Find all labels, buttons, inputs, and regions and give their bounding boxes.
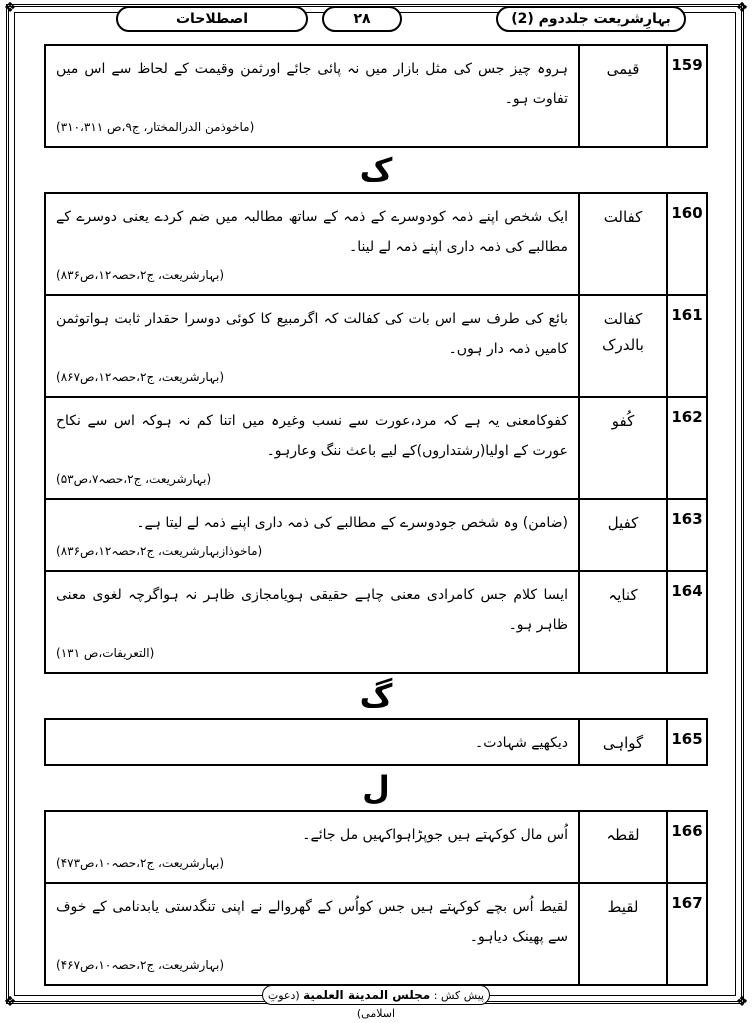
page-header xyxy=(0,2,752,34)
entry-term: کفالت xyxy=(579,193,667,295)
section-letter: ل xyxy=(362,769,390,807)
entry-definition-cell xyxy=(45,193,579,295)
entry-definition-cell xyxy=(45,811,579,883)
entry-number: 167 xyxy=(667,883,707,985)
glossary-table xyxy=(44,44,708,148)
glossary-content xyxy=(44,44,708,986)
table-row xyxy=(45,571,707,673)
footer-prefix: پیش کش : xyxy=(433,989,485,1002)
corner-ornament-icon: ❖ xyxy=(3,0,17,16)
entry-reference: (التعریفات،ص ۱۳۱) xyxy=(56,646,155,660)
entry-definition: کفوکامعنی یہ ہے کہ مرد،عورت سے نسب وغیرہ میں اتنا کم نہ ہوکہ اس سے نکاح عورت کے اولیا(رشتداروں)کے لیے باعث ننگ وعارہو۔ xyxy=(56,413,568,459)
table-row xyxy=(45,811,707,883)
entry-definition-cell xyxy=(45,571,579,673)
corner-ornament-icon: ❖ xyxy=(735,0,749,16)
entry-definition: ایک شخص اپنے ذمہ کودوسرے کے ذمہ کے ساتھ مطالبہ میں ضم کردے یعنی دوسرے کے مطالبے کی ذمہ داری اپنے ذمہ لے لینا۔ xyxy=(56,209,568,255)
entry-number: 160 xyxy=(667,193,707,295)
entry-number: 161 xyxy=(667,295,707,397)
entry-definition: ہروہ چیز جس کی مثل بازار میں نہ پائی جائے اورثمن وقیمت کے لحاظ سے اس میں تفاوت ہو۔ xyxy=(56,61,568,107)
table-row xyxy=(45,295,707,397)
corner-ornament-icon: ❖ xyxy=(735,994,749,1010)
table-row xyxy=(45,397,707,499)
entry-definition: دیکھیے شہادت۔ xyxy=(474,735,568,751)
entry-reference: (بہارشریعت، ج۲،حصہ۷،ص۵۳) xyxy=(56,472,212,486)
entry-term: گواہی xyxy=(579,719,667,765)
table-row xyxy=(45,883,707,985)
entry-definition-cell xyxy=(45,45,579,147)
entry-term: لقطہ xyxy=(579,811,667,883)
table-row xyxy=(45,719,707,765)
entry-term: کنایہ xyxy=(579,571,667,673)
entry-term: کفیل xyxy=(579,499,667,571)
publisher-footer xyxy=(262,985,490,1020)
entry-term: کفالت بالدرک xyxy=(579,295,667,397)
entry-number: 163 xyxy=(667,499,707,571)
entry-reference: (بہارشریعت، ج۲،حصہ۱۰،ص۴۶۷) xyxy=(56,958,225,972)
entry-term: قیمی xyxy=(579,45,667,147)
glossary-table xyxy=(44,718,708,766)
entry-term: کُفو xyxy=(579,397,667,499)
entry-reference: (ماخوذمن الدرالمختار، ج۹،ص ۳۱۰،۳۱۱) xyxy=(56,120,255,134)
entry-definition-cell xyxy=(45,397,579,499)
entry-term: لقیط xyxy=(579,883,667,985)
entry-definition-cell xyxy=(45,719,579,765)
entry-reference: (بہارشریعت، ج۲،حصہ۱۲،ص۸۶۷) xyxy=(56,370,225,384)
table-row xyxy=(45,45,707,147)
entry-number: 165 xyxy=(667,719,707,765)
entry-number: 159 xyxy=(667,45,707,147)
entry-definition: لقیط اُس بچے کوکہتے ہیں جس کواُس کے گھروالے نے اپنی تنگدستی یابدنامی کے خوف سے پھینک دیاہو۔ xyxy=(56,899,568,945)
table-row xyxy=(45,193,707,295)
entry-reference: (بہارشریعت، ج۲،حصہ۱۰،ص۴۷۳) xyxy=(56,856,225,870)
entry-definition-cell xyxy=(45,295,579,397)
entry-definition-cell xyxy=(45,883,579,985)
entry-number: 162 xyxy=(667,397,707,499)
glossary-table xyxy=(44,192,708,674)
entry-reference: (ماخوذازبہارشریعت، ج۲،حصہ۱۲،ص۸۳۶) xyxy=(56,544,263,558)
entry-definition: (ضامن) وہ شخص جودوسرے کے مطالبے کی ذمہ داری اپنے ذمہ لے لیتا ہے۔ xyxy=(136,515,568,531)
footer-org: مجلس المدينة العلمية xyxy=(303,988,431,1002)
entry-definition: اُس مال کوکہتے ہیں جوپڑاہواکہیں مل جائے۔ xyxy=(302,827,568,843)
footer-suffix: (دعوتِ اسلامی) xyxy=(267,989,396,1020)
entry-definition: بائع کی طرف سے اس بات کی کفالت کہ اگرمبیع کا کوئی دوسرا حقدار ثابت ہواتوثمن کامیں ذمہ دار ہوں۔ xyxy=(56,311,568,357)
table-row xyxy=(45,499,707,571)
corner-ornament-icon: ❖ xyxy=(3,994,17,1010)
section-letter: گ xyxy=(359,677,393,715)
section-letter: ک xyxy=(359,151,393,189)
entry-definition-cell xyxy=(45,499,579,571)
entry-number: 166 xyxy=(667,811,707,883)
entry-definition: ایسا کلام جس کامرادی معنی چاہے حقیقی ہویامجازی ظاہر نہ ہواگرچہ لغوی معنی ظاہر ہو۔ xyxy=(56,587,568,633)
entry-number: 164 xyxy=(667,571,707,673)
book-title: بہارِشریعت جلددوم (2) xyxy=(496,6,686,32)
entry-reference: (بہارشریعت، ج۲،حصہ۱۲،ص۸۳۶) xyxy=(56,268,225,282)
page-number: ۲۸ xyxy=(322,6,402,32)
glossary-table xyxy=(44,810,708,986)
section-title: اصطلاحات xyxy=(116,6,308,32)
